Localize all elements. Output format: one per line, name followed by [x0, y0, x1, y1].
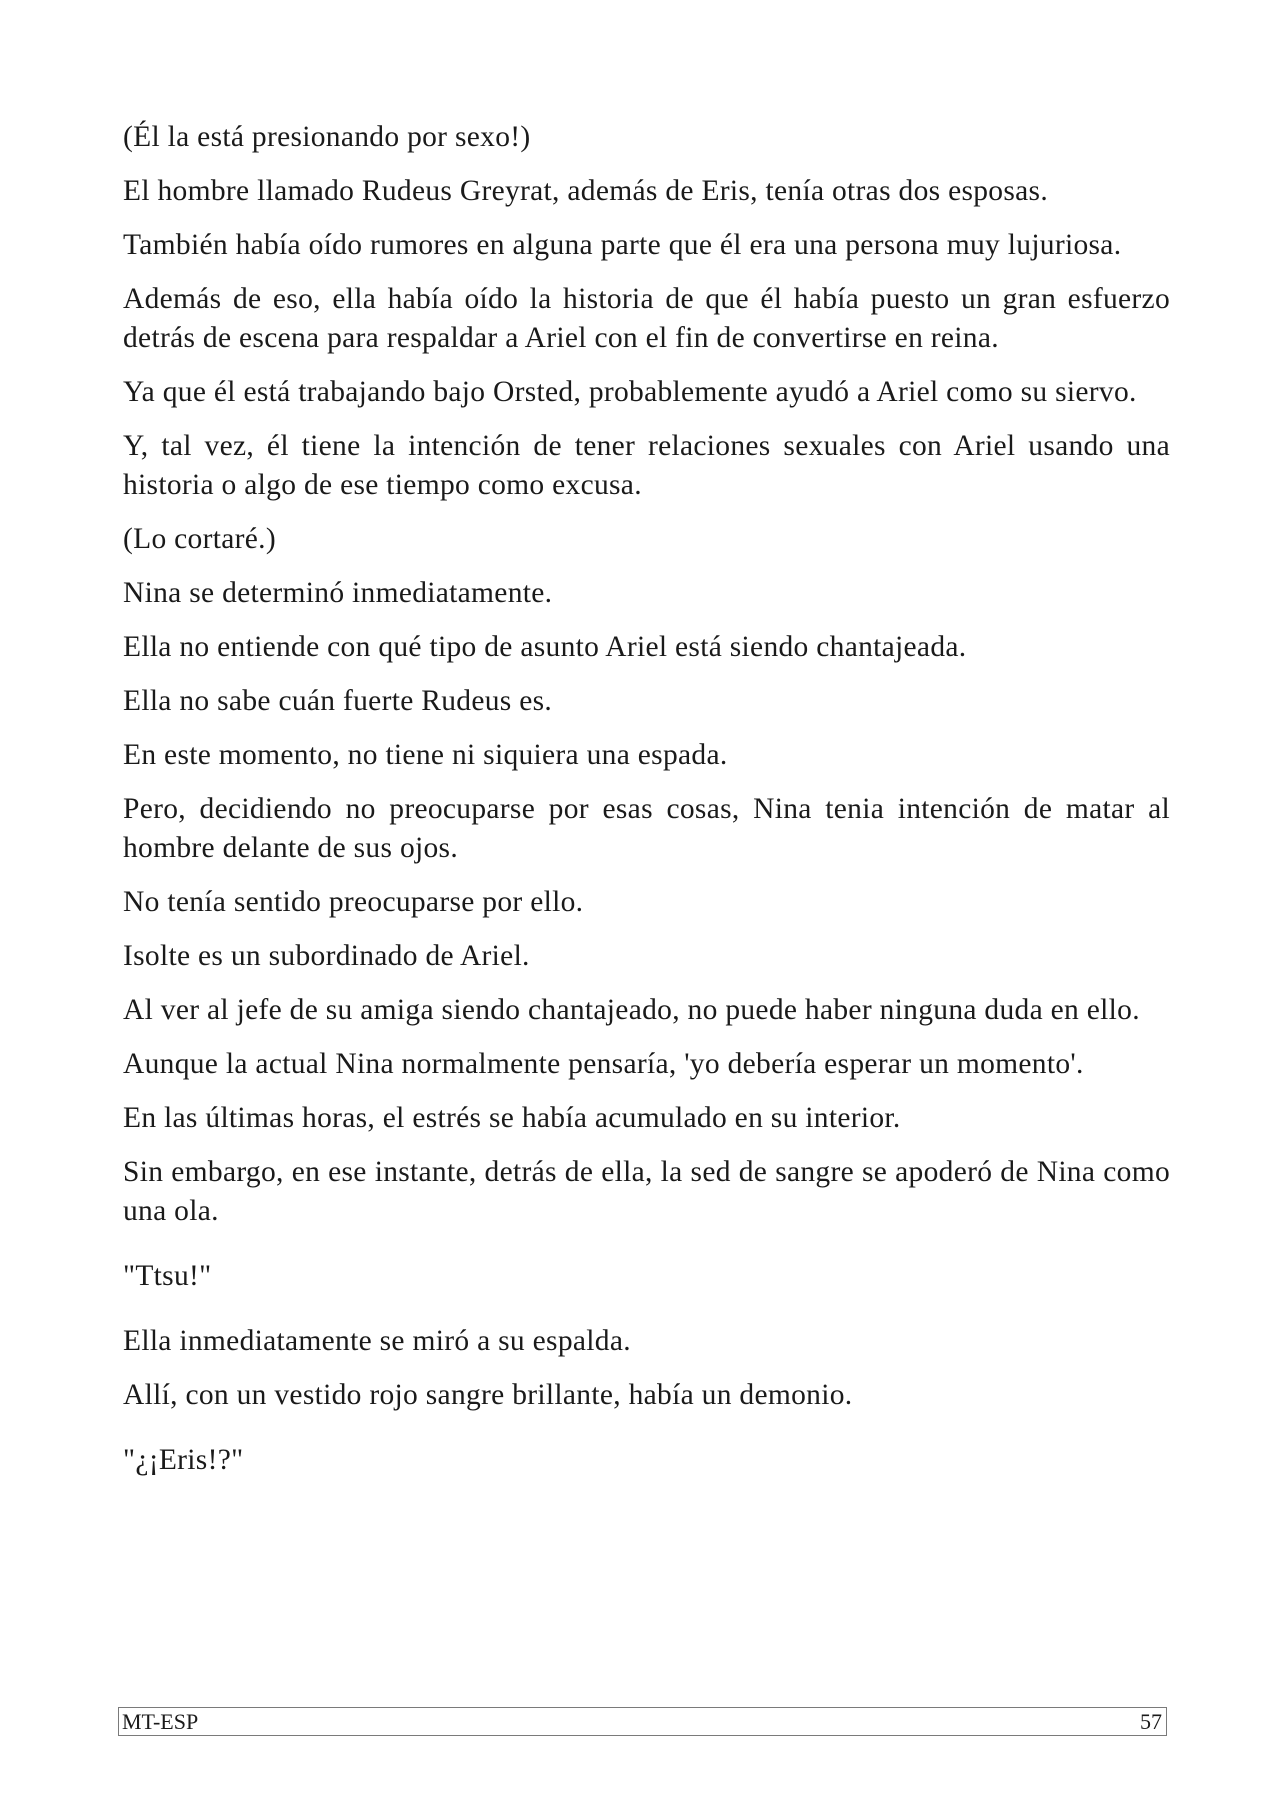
paragraph: Allí, con un vestido rojo sangre brillante, había un demonio. — [123, 1379, 853, 1411]
footer-label: MT-ESP — [122, 1709, 199, 1734]
paragraph: Al ver al jefe de su amiga siendo chantajeado, no puede haber ninguna duda en ello. — [123, 994, 1140, 1026]
paragraph: El hombre llamado Rudeus Greyrat, además de Eris, tenía otras dos esposas. — [123, 175, 1048, 207]
paragraph: (Él la está presionando por sexo!) — [123, 121, 531, 153]
paragraph: Además de eso, ella había oído la historia de que él había puesto un gran esfuerzo detrás de escena para respaldar a Ariel con el fin de convertirse en reina. — [123, 283, 1170, 354]
page-footer — [118, 1707, 1167, 1736]
paragraph: Aunque la actual Nina normalmente pensaría, 'yo debería esperar un momento'. — [123, 1048, 1084, 1080]
paragraph: Isolte es un subordinado de Ariel. — [123, 940, 530, 972]
paragraph: Nina se determinó inmediatamente. — [123, 577, 553, 609]
paragraph: En este momento, no tiene ni siquiera una espada. — [123, 739, 728, 771]
page-body — [123, 118, 1170, 1495]
paragraph: Ella no entiende con qué tipo de asunto Ariel está siendo chantajeada. — [123, 631, 967, 663]
page-number: 57 — [1140, 1709, 1162, 1734]
paragraph: Pero, decidiendo no preocuparse por esas cosas, Nina tenia intención de matar al hombre delante de sus ojos. — [123, 793, 1170, 864]
paragraph: Ella no sabe cuán fuerte Rudeus es. — [123, 685, 553, 717]
paragraph: Ella inmediatamente se miró a su espalda. — [123, 1325, 631, 1357]
paragraph: No tenía sentido preocuparse por ello. — [123, 886, 584, 918]
dialogue-line: "¿¡Eris!?" — [123, 1444, 244, 1476]
paragraph: Y, tal vez, él tiene la intención de tener relaciones sexuales con Ariel usando una historia o algo de ese tiempo como excusa. — [123, 430, 1170, 501]
paragraph: También había oído rumores en alguna parte que él era una persona muy lujuriosa. — [123, 229, 1122, 261]
paragraph: En las últimas horas, el estrés se había acumulado en su interior. — [123, 1102, 901, 1134]
paragraph: (Lo cortaré.) — [123, 523, 276, 555]
paragraph: Sin embargo, en ese instante, detrás de ella, la sed de sangre se apoderó de Nina como una ola. — [123, 1156, 1170, 1227]
dialogue-line: "Ttsu!" — [123, 1260, 212, 1292]
paragraph: Ya que él está trabajando bajo Orsted, probablemente ayudó a Ariel como su siervo. — [123, 376, 1137, 408]
